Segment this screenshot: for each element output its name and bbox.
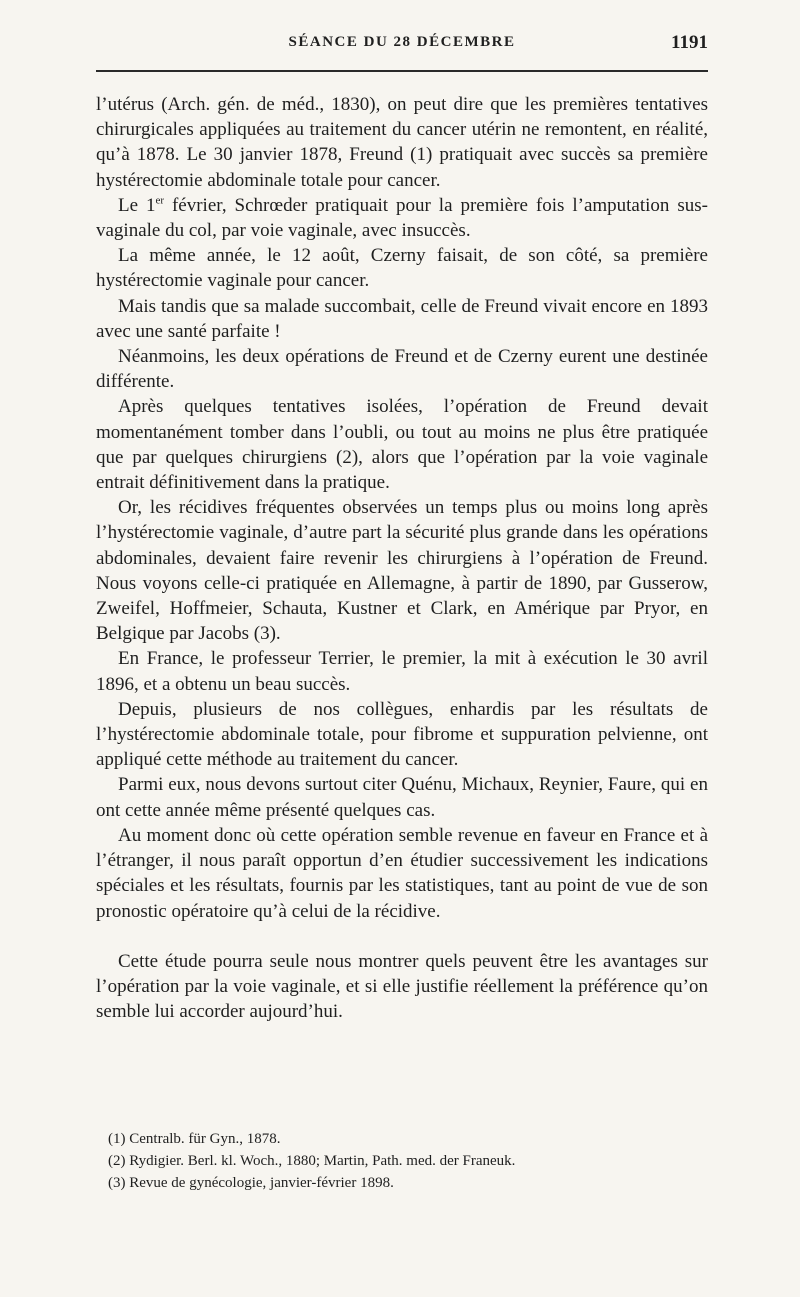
paragraph-11: Au moment donc où cette opération semble revenue en faveur en France et à l’étranger, il nous paraît opportun d’en étudier successivement les indications spéciales et les résultats, fournis par les statistiques, tant au point de vue de son pronostic opératoire qu’à celui de la récidive. [96, 824, 708, 922]
paragraph-9: Depuis, plusieurs de nos collègues, enhardis par les résultats de l’hystérectomie abdominale totale, pour fibrome et suppuration pelvienne, ont appliqué cette méthode au traitement du cancer. [96, 698, 708, 771]
page-number: 1191 [671, 32, 708, 53]
paragraph-5: Néanmoins, les deux opérations de Freund et de Czerny eurent une destinée différente. [96, 346, 708, 393]
footnotes [108, 1128, 708, 1194]
paragraph-1: l’utérus (Arch. gén. de méd., 1830), on peut dire que les premières tentatives chirurgicales appliquées au traitement du cancer utérin ne remontent, en réalité, qu’à 1878. Le 30 janvier 1878, Freund (1) pratiquait avec succès sa première hystérectomie abdominale totale pour cancer. [96, 94, 708, 191]
footnote-1: (1) Centralb. für Gyn., 1878. [108, 1131, 281, 1147]
paragraph-2-rest: février, Schrœder pratiquait pour la première fois l’amputation sus-vaginale du col, par voie vaginale, avec insuccès. [96, 194, 708, 242]
ordinal-superscript: er [155, 194, 165, 207]
paragraph-2 [96, 193, 708, 243]
paragraph-10: Parmi eux, nous devons surtout citer Quénu, Michaux, Reynier, Faure, qui en ont cette année même présenté quelques cas. [96, 774, 708, 821]
paragraph-12: Cette étude pourra seule nous montrer quels peuvent être les avantages sur l’opération par la voie vaginale, et si elle justifie réellement la préférence qu’on semble lui accorder aujourd’hui. [96, 950, 708, 1023]
paragraph-3: La même année, le 12 août, Czerny faisait, de son côté, sa première hystérectomie vaginale pour cancer. [96, 245, 708, 292]
header-rule [96, 70, 708, 72]
footnote-2: (2) Rydigier. Berl. kl. Woch., 1880; Martin, Path. med. der Franeuk. [108, 1153, 516, 1169]
paragraph-4: Mais tandis que sa malade succombait, celle de Freund vivait encore en 1893 avec une santé parfaite ! [96, 295, 708, 342]
running-title: SÉANCE DU 28 DÉCEMBRE [288, 34, 516, 50]
paragraph-7: Or, les récidives fréquentes observées un temps plus ou moins long après l’hystérectomie vaginale, d’autre part la sécurité plus grande dans les opérations abdominales, devaient faire revenir les chirurgiens à l’opération de Freund. Nous voyons celle-ci pratiquée en Allemagne, à partir de 1890, par Gusserow, Zweifel, Hoffmeier, Schauta, Kustner et Clark, en Amérique par Pryor, en Belgique par Jacobs (3). [96, 497, 708, 645]
paragraph-8: En France, le professeur Terrier, le premier, la mit à exécution le 30 avril 1896, et a obtenu un beau succès. [96, 648, 708, 695]
page-header [96, 34, 708, 58]
paragraph-6: Après quelques tentatives isolées, l’opération de Freund devait momentanément tomber dans l’oubli, ou tout au moins ne plus être pratiquée que par quelques chirurgiens (2), alors que l’opération par la voie vaginale entrait définitivement dans la pratique. [96, 396, 708, 494]
paragraph-2-start: Le 1 [118, 194, 156, 216]
body-text [96, 92, 708, 1024]
footnote-3: (3) Revue de gynécologie, janvier-février 1898. [108, 1175, 394, 1191]
